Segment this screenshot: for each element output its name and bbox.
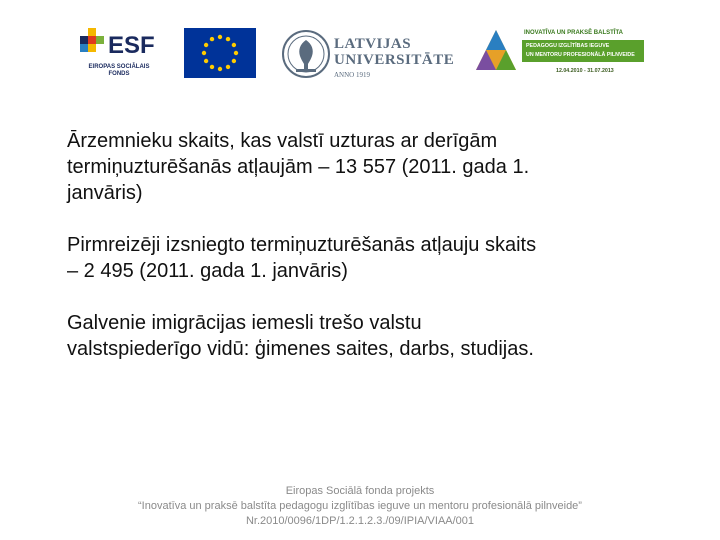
esf-emblem-icon (78, 28, 106, 58)
university-name-line2: UNIVERSITĀTE (334, 52, 455, 68)
eu-flag-icon (184, 28, 256, 78)
logo-bar (0, 22, 720, 84)
university-logo (282, 26, 462, 82)
paragraph-first-time-permits: Pirmreizēji izsniegto termiņuzturēšanās atļauju skaits – 2 495 (2011. gada 1. janvāris) (67, 234, 537, 282)
project-title-line3: UN MENTORU PROFESIONĀLĀ PILNVEIDE (526, 52, 635, 58)
project-dates: 12.04.2010 - 31.07.2013 (556, 68, 614, 74)
project-title-line2: PEDAGOGU IZGLĪTĪBAS IEGUVE (526, 43, 610, 49)
footer-line2: “Inovatīva un praksē balstīta pedagogu izglītības ieguve un mentoru profesionālā pilnveide” (138, 500, 582, 512)
esf-subtitle: EIROPAS SOCIĀLAIS FONDS (88, 64, 150, 77)
project-logo (472, 26, 647, 86)
university-name-line1: LATVIJAS (334, 36, 412, 52)
footer-line3: Nr.2010/0096/1DP/1.2.1.2.3./09/IPIA/VIAA/001 (245, 515, 475, 527)
university-emblem-icon (282, 26, 332, 82)
project-title-line1: INOVATĪVA UN PRAKSĒ BALSTĪTA (524, 30, 623, 36)
esf-logo (78, 28, 158, 82)
project-emblem-icon (472, 26, 520, 82)
university-year: ANNO 1919 (334, 71, 370, 79)
paragraph-immigration-reasons: Galvenie imigrācijas iemesli trešo valstu valstspiederīgo vidū: ģimenes saites, darbs, studijas. (67, 312, 534, 360)
footer-line1: Eiropas Sociālā fonda projekts (285, 485, 435, 497)
slide-body (67, 128, 667, 388)
esf-title: ESF (108, 32, 155, 59)
slide-footer (0, 484, 720, 529)
paragraph-permit-holders: Ārzemnieku skaits, kas valstī uzturas ar derīgām termiņuzturēšanās atļaujām – 13 557 (2011. gada 1. janvāris) (67, 130, 530, 204)
